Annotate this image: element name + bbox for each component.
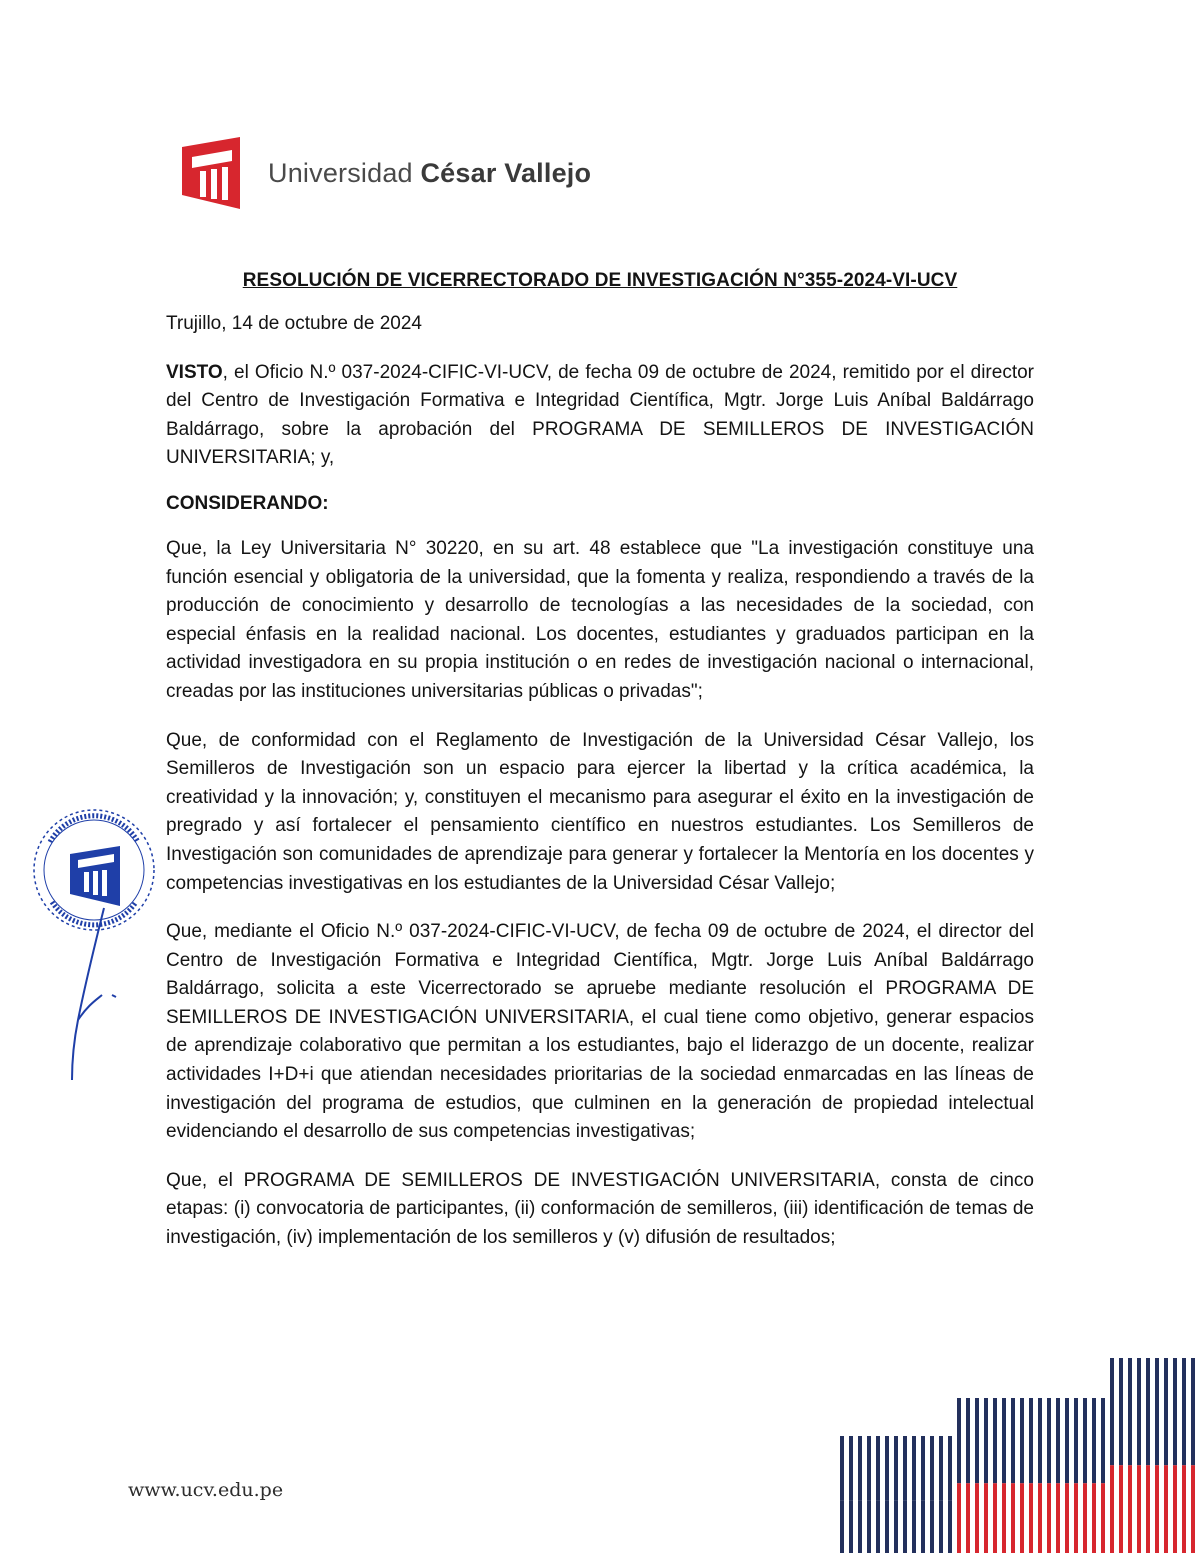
- stripe-navy: [1137, 1358, 1141, 1465]
- stripe-navy: [1155, 1358, 1159, 1465]
- stripe-red: [939, 1500, 943, 1553]
- stripe-red: [984, 1483, 988, 1553]
- stripe-red: [1038, 1483, 1042, 1553]
- stripe-red: [930, 1500, 934, 1553]
- resolution-title: RESOLUCIÓN DE VICERRECTORADO DE INVESTIGACIÓN N°355-2024-VI-UCV: [242, 270, 958, 291]
- university-name-regular: Universidad: [268, 157, 413, 188]
- stripe-navy: [1038, 1398, 1042, 1483]
- stripe-navy: [1182, 1358, 1186, 1465]
- decorative-stripes-icon: [840, 1358, 1200, 1553]
- stripe-navy: [903, 1436, 907, 1500]
- stripe-red: [1092, 1483, 1096, 1553]
- stripe-navy: [1056, 1398, 1060, 1483]
- stripe-navy: [1065, 1398, 1069, 1483]
- stripe-red: [1137, 1465, 1141, 1553]
- stripe-red: [1047, 1483, 1051, 1553]
- stripe-navy: [1002, 1398, 1006, 1483]
- stripe-red: [948, 1500, 952, 1553]
- stripe-red: [1029, 1483, 1033, 1553]
- stripe-red: [1110, 1465, 1114, 1553]
- visto-paragraph: [166, 359, 1034, 473]
- stripe-navy: [1146, 1358, 1150, 1465]
- stripe-red: [858, 1500, 862, 1553]
- stripe-navy: [1128, 1358, 1132, 1465]
- stripe-navy: [948, 1436, 952, 1500]
- stripe-navy: [1011, 1398, 1015, 1483]
- stripe-red: [912, 1500, 916, 1553]
- stripe-red: [1146, 1465, 1150, 1553]
- website-url: www.ucv.edu.pe: [128, 1479, 284, 1501]
- stripe-navy: [984, 1398, 988, 1483]
- stripe-navy: [894, 1436, 898, 1500]
- stripe-navy: [867, 1436, 871, 1500]
- stripe-red: [1128, 1465, 1132, 1553]
- stripe-red: [1002, 1483, 1006, 1553]
- ucv-emblem-icon: [178, 137, 244, 209]
- stripe-red: [1182, 1465, 1186, 1553]
- stripe-navy: [876, 1436, 880, 1500]
- stripe-navy: [1029, 1398, 1033, 1483]
- considerando-paragraph: Que, la Ley Universitaria N° 30220, en su art. 48 establece que "La investigación constituye una función esencial y obligatoria de la universidad, que la fomenta y realiza, respondiendo a través de la producción de conocimiento y desarrollo de tecnologías a las necesidades de la sociedad, con especial énfasis en la realidad nacional. Los docentes, estudiantes y graduados participan en la actividad investigadora en su propia institución o en redes de investigación nacional o internacional, creadas por las instituciones universitarias públicas o privadas";: [166, 537, 1034, 702]
- stripe-navy: [1191, 1358, 1195, 1465]
- stripe-red: [1020, 1483, 1024, 1553]
- stripe-red: [876, 1500, 880, 1553]
- stripe-red: [885, 1500, 889, 1553]
- stripe-navy: [975, 1398, 979, 1483]
- stripe-navy: [1020, 1398, 1024, 1483]
- visto-label: VISTO: [166, 361, 223, 383]
- stripe-navy: [966, 1398, 970, 1483]
- stripe-navy: [1083, 1398, 1087, 1483]
- resolution-body: [166, 270, 1034, 1273]
- considerando-heading: CONSIDERANDO:: [166, 492, 329, 514]
- stripe-navy: [1164, 1358, 1168, 1465]
- university-name-bold: César Vallejo: [420, 157, 592, 188]
- stripe-red: [840, 1500, 844, 1553]
- stripe-red: [1155, 1465, 1159, 1553]
- stripe-navy: [957, 1398, 961, 1483]
- stripe-navy: [1110, 1358, 1114, 1465]
- stripe-red: [867, 1500, 871, 1553]
- stripe-red: [993, 1483, 997, 1553]
- stripe-red: [903, 1500, 907, 1553]
- stripe-red: [1173, 1465, 1177, 1553]
- stripe-red: [1011, 1483, 1015, 1553]
- stripe-red: [966, 1483, 970, 1553]
- stripe-red: [894, 1500, 898, 1553]
- official-seal-icon: [26, 790, 166, 1090]
- stripe-red: [1065, 1483, 1069, 1553]
- resolution-date: Trujillo, 14 de octubre de 2024: [166, 313, 422, 334]
- stripe-red: [1083, 1483, 1087, 1553]
- stripe-navy: [993, 1398, 997, 1483]
- stripe-red: [1164, 1465, 1168, 1553]
- stripe-navy: [1092, 1398, 1096, 1483]
- stripe-red: [921, 1500, 925, 1553]
- stripe-red: [1119, 1465, 1123, 1553]
- stripe-navy: [912, 1436, 916, 1500]
- stripe-navy: [885, 1436, 889, 1500]
- university-logo: [178, 136, 591, 210]
- stripe-red: [1074, 1483, 1078, 1553]
- stripe-navy: [1173, 1358, 1177, 1465]
- stripe-navy: [849, 1436, 853, 1500]
- stripe-red: [1191, 1465, 1195, 1553]
- stripe-navy: [1119, 1358, 1123, 1465]
- university-name: [268, 158, 591, 189]
- stripe-navy: [1047, 1398, 1051, 1483]
- considerando-paragraph: Que, mediante el Oficio N.º 037-2024-CIFIC-VI-UCV, de fecha 09 de octubre de 2024, el director del Centro de Investigación Formativa e Integridad Científica, Mgtr. Jorge Luis Aníbal Baldárrago Baldárrago, solicita a este Vicerrectorado se apruebe mediante resolución el PROGRAMA DE SEMILLEROS DE INVESTIGACIÓN UNIVERSITARIA, el cual tiene como objetivo, generar espacios de aprendizaje colaborativo que permitan a los estudiantes, bajo el liderazgo de un docente, realizar actividades I+D+i que atiendan necesidades prioritarias de la sociedad enmarcadas en las líneas de investigación del programa de estudios, que culminen en la generación de propiedad intelectual evidenciando el desarrollo de sus competencias investigativas;: [166, 921, 1034, 1143]
- stripe-navy: [921, 1436, 925, 1500]
- considerando-paragraph: Que, de conformidad con el Reglamento de Investigación de la Universidad César Vallejo, los Semilleros de Investigación son un espacio para ejercer la libertad y la crítica académica, la creatividad y la innovación; y, constituyen el mecanismo para asegurar el éxito en la investigación de pregrado y así fortalecer el pensamiento científico en nuestros estudiantes. Los Semilleros de Investigación son comunidades de aprendizaje para generar y fortalecer la Mentoría en los docentes y competencias investigativas en los estudiantes de la Universidad César Vallejo;: [166, 729, 1034, 894]
- stripe-red: [1101, 1483, 1105, 1553]
- stripe-navy: [858, 1436, 862, 1500]
- stripe-navy: [930, 1436, 934, 1500]
- stripe-red: [957, 1483, 961, 1553]
- considerando-paragraph: Que, el PROGRAMA DE SEMILLEROS DE INVESTIGACIÓN UNIVERSITARIA, consta de cinco etapas: (i) convocatoria de participantes, (ii) conformación de semilleros, (iii) identificación de temas de investigación, (iv) implementación de los semilleros y (v) difusión de resultados;: [166, 1169, 1034, 1249]
- stripe-navy: [1074, 1398, 1078, 1483]
- visto-text: , el Oficio N.º 037-2024-CIFIC-VI-UCV, de fecha 09 de octubre de 2024, remitido por el director del Centro de Investigación Formativa e Integridad Científica, Mgtr. Jorge Luis Aníbal Baldárrago Baldárrago, sobre la aprobación del PROGRAMA DE SEMILLEROS DE INVESTIGACIÓN UNIVERSITARIA; y,: [166, 361, 1034, 469]
- stripe-navy: [840, 1436, 844, 1500]
- stripe-red: [849, 1500, 853, 1553]
- stripe-red: [975, 1483, 979, 1553]
- stripe-navy: [1101, 1398, 1105, 1483]
- stripe-red: [1056, 1483, 1060, 1553]
- stripe-navy: [939, 1436, 943, 1500]
